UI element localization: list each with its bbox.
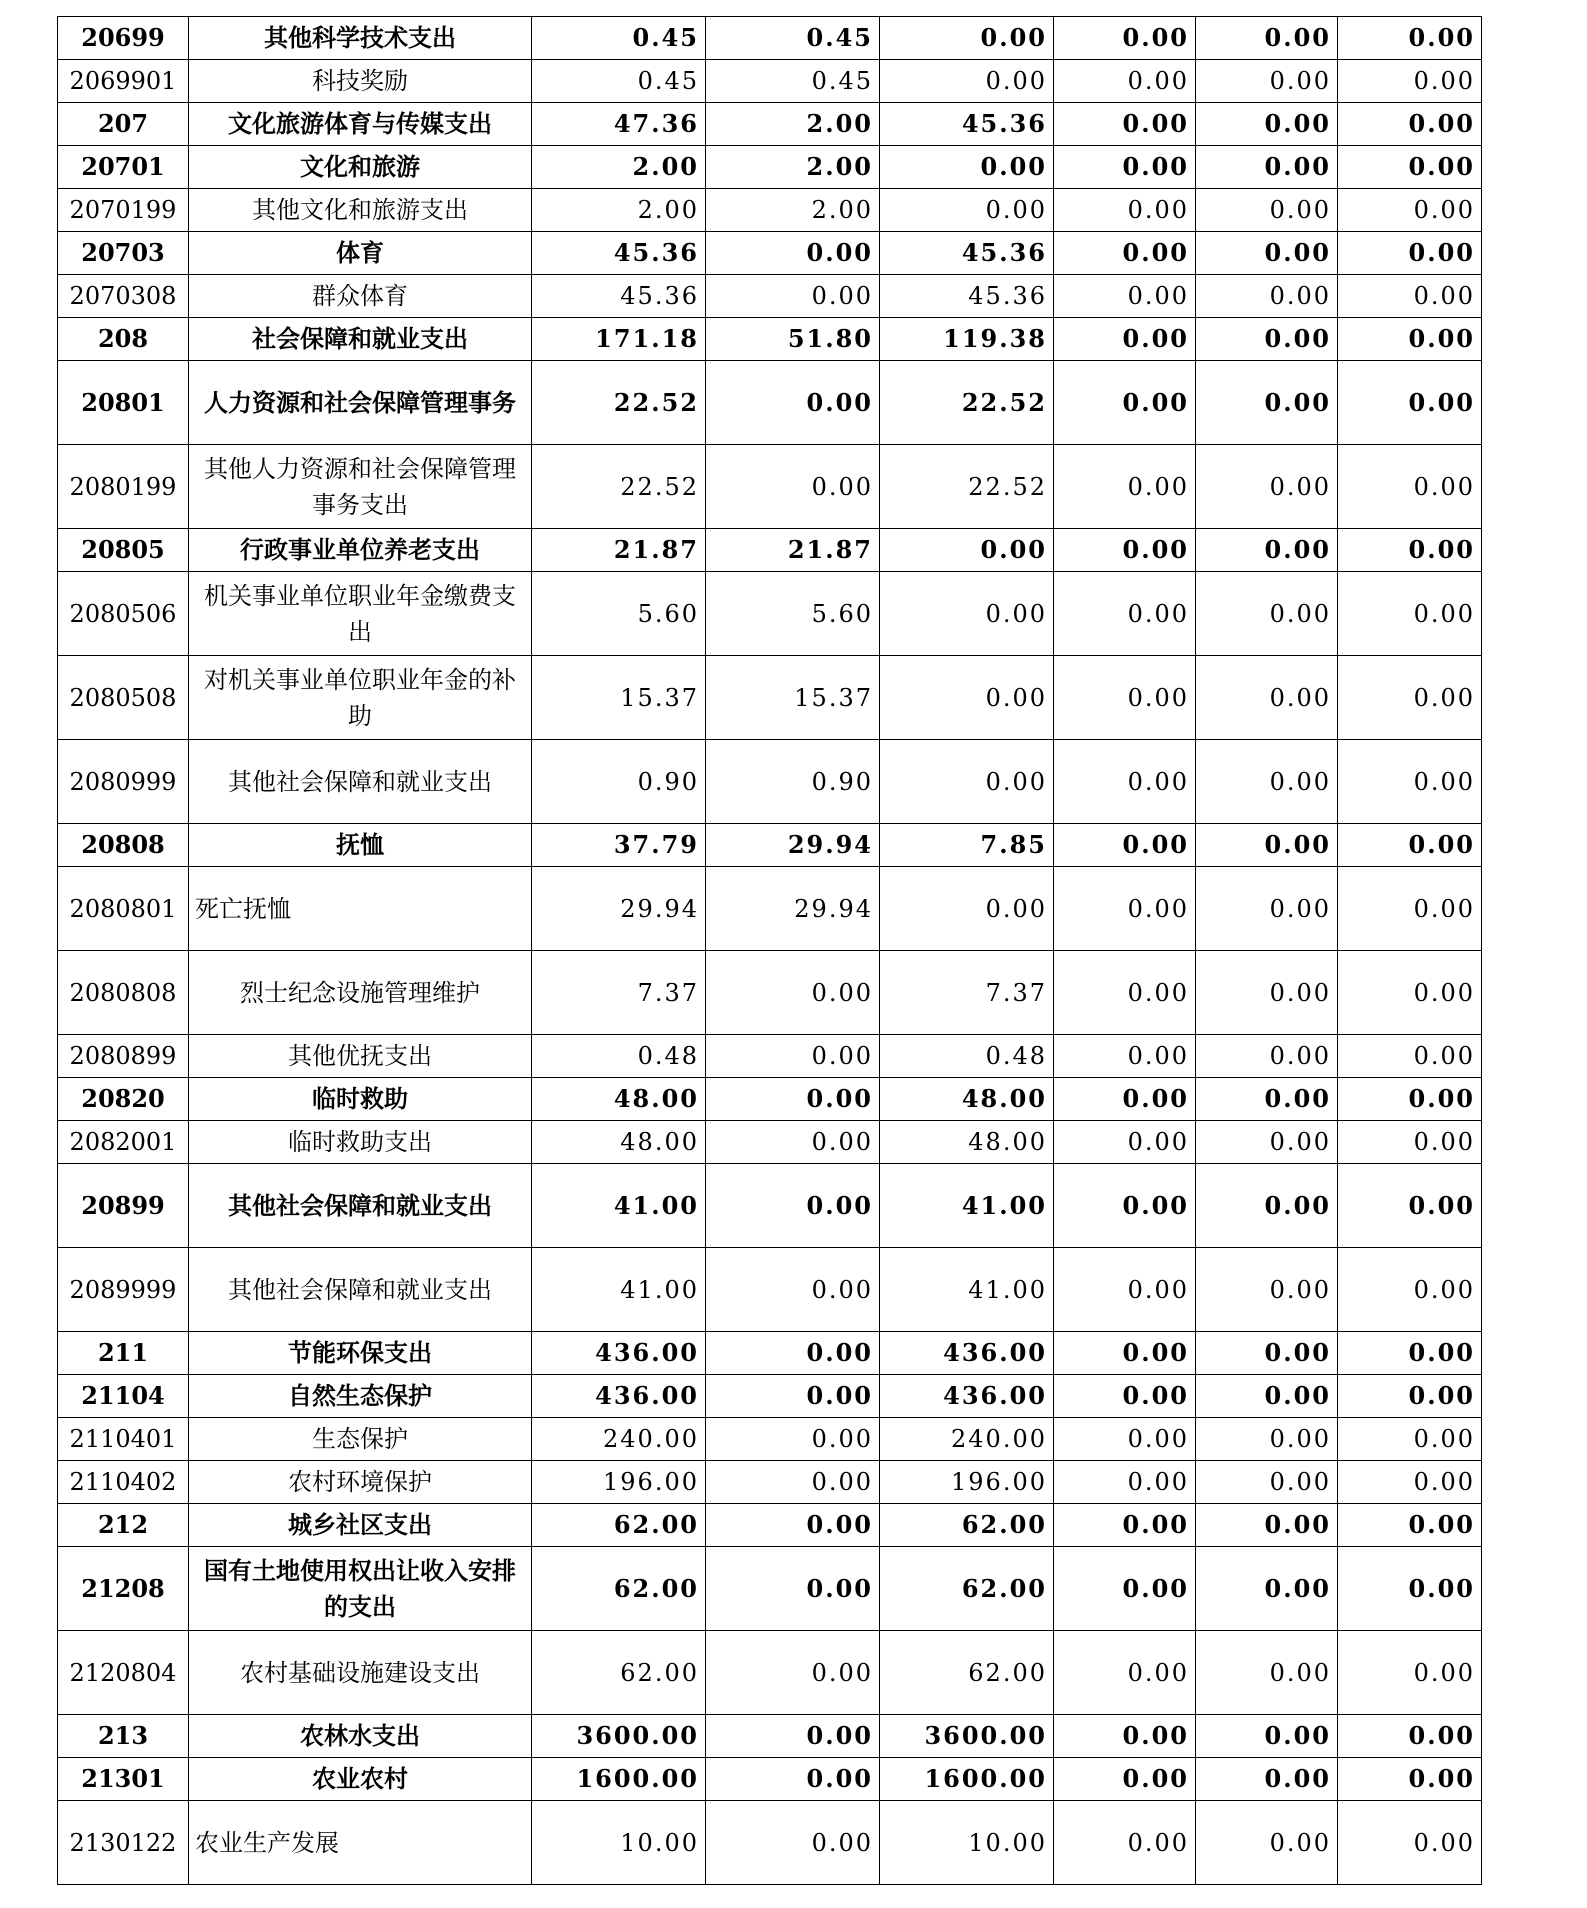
subject-code-cell: 207	[58, 103, 189, 146]
col7-cell: 0.00	[1196, 1248, 1338, 1332]
basic-expenditure-cell: 0.00	[706, 1461, 880, 1504]
col8-cell: 0.00	[1338, 740, 1482, 824]
col7-cell: 0.00	[1196, 60, 1338, 103]
col7-cell: 0.00	[1196, 1375, 1338, 1418]
project-expenditure-cell: 0.00	[880, 867, 1054, 951]
col8-cell: 0.00	[1338, 146, 1482, 189]
table-row	[58, 189, 1482, 232]
col8-cell: 0.00	[1338, 867, 1482, 951]
total-cell: 21.87	[532, 529, 706, 572]
col6-cell: 0.00	[1054, 318, 1196, 361]
subject-code-cell: 2089999	[58, 1248, 189, 1332]
col8-cell: 0.00	[1338, 1758, 1482, 1801]
subject-code-cell: 20808	[58, 824, 189, 867]
basic-expenditure-cell: 0.00	[706, 1375, 880, 1418]
subject-code-cell: 2069901	[58, 60, 189, 103]
col8-cell: 0.00	[1338, 572, 1482, 656]
col6-cell: 0.00	[1054, 361, 1196, 445]
col6-cell: 0.00	[1054, 1504, 1196, 1547]
subject-name-cell: 抚恤	[189, 824, 532, 867]
col7-cell: 0.00	[1196, 1801, 1338, 1885]
col6-cell: 0.00	[1054, 572, 1196, 656]
col6-cell: 0.00	[1054, 867, 1196, 951]
table-row	[58, 1758, 1482, 1801]
col6-cell: 0.00	[1054, 232, 1196, 275]
basic-expenditure-cell: 0.00	[706, 445, 880, 529]
subject-code-cell: 21208	[58, 1547, 189, 1631]
subject-code-cell: 2080999	[58, 740, 189, 824]
subject-name-cell: 国有土地使用权出让收入安排的支出	[189, 1547, 532, 1631]
table-row	[58, 445, 1482, 529]
basic-expenditure-cell: 0.90	[706, 740, 880, 824]
total-cell: 41.00	[532, 1248, 706, 1332]
total-cell: 29.94	[532, 867, 706, 951]
col6-cell: 0.00	[1054, 1758, 1196, 1801]
subject-code-cell: 21301	[58, 1758, 189, 1801]
col7-cell: 0.00	[1196, 1461, 1338, 1504]
col8-cell: 0.00	[1338, 275, 1482, 318]
project-expenditure-cell: 240.00	[880, 1418, 1054, 1461]
basic-expenditure-cell: 15.37	[706, 656, 880, 740]
total-cell: 7.37	[532, 951, 706, 1035]
total-cell: 171.18	[532, 318, 706, 361]
col6-cell: 0.00	[1054, 1375, 1196, 1418]
col7-cell: 0.00	[1196, 951, 1338, 1035]
subject-code-cell: 20699	[58, 17, 189, 60]
col6-cell: 0.00	[1054, 275, 1196, 318]
total-cell: 22.52	[532, 361, 706, 445]
col7-cell: 0.00	[1196, 445, 1338, 529]
total-cell: 45.36	[532, 275, 706, 318]
subject-name-cell: 机关事业单位职业年金缴费支出	[189, 572, 532, 656]
subject-name-cell: 其他人力资源和社会保障管理事务支出	[189, 445, 532, 529]
basic-expenditure-cell: 0.00	[706, 1035, 880, 1078]
basic-expenditure-cell: 51.80	[706, 318, 880, 361]
col8-cell: 0.00	[1338, 1801, 1482, 1885]
subject-name-cell: 体育	[189, 232, 532, 275]
col7-cell: 0.00	[1196, 146, 1338, 189]
col7-cell: 0.00	[1196, 1631, 1338, 1715]
col8-cell: 0.00	[1338, 1547, 1482, 1631]
total-cell: 10.00	[532, 1801, 706, 1885]
subject-code-cell: 20801	[58, 361, 189, 445]
col7-cell: 0.00	[1196, 1121, 1338, 1164]
basic-expenditure-cell: 0.45	[706, 60, 880, 103]
basic-expenditure-cell: 0.00	[706, 1547, 880, 1631]
project-expenditure-cell: 45.36	[880, 275, 1054, 318]
subject-name-cell: 临时救助支出	[189, 1121, 532, 1164]
subject-name-cell: 临时救助	[189, 1078, 532, 1121]
subject-code-cell: 20899	[58, 1164, 189, 1248]
subject-code-cell: 2080899	[58, 1035, 189, 1078]
col7-cell: 0.00	[1196, 361, 1338, 445]
col8-cell: 0.00	[1338, 60, 1482, 103]
table-row	[58, 1121, 1482, 1164]
subject-code-cell: 211	[58, 1332, 189, 1375]
basic-expenditure-cell: 0.00	[706, 1121, 880, 1164]
table-row	[58, 824, 1482, 867]
total-cell: 62.00	[532, 1631, 706, 1715]
col8-cell: 0.00	[1338, 318, 1482, 361]
col8-cell: 0.00	[1338, 1248, 1482, 1332]
col6-cell: 0.00	[1054, 445, 1196, 529]
col6-cell: 0.00	[1054, 1715, 1196, 1758]
basic-expenditure-cell: 0.00	[706, 1418, 880, 1461]
col8-cell: 0.00	[1338, 1035, 1482, 1078]
basic-expenditure-cell: 0.00	[706, 275, 880, 318]
col7-cell: 0.00	[1196, 103, 1338, 146]
subject-name-cell: 科技奖励	[189, 60, 532, 103]
table-row	[58, 1801, 1482, 1885]
col6-cell: 0.00	[1054, 1547, 1196, 1631]
col6-cell: 0.00	[1054, 1035, 1196, 1078]
col7-cell: 0.00	[1196, 318, 1338, 361]
subject-name-cell: 城乡社区支出	[189, 1504, 532, 1547]
basic-expenditure-cell: 2.00	[706, 189, 880, 232]
table-row	[58, 1504, 1482, 1547]
col7-cell: 0.00	[1196, 1547, 1338, 1631]
subject-code-cell: 20703	[58, 232, 189, 275]
subject-code-cell: 2080508	[58, 656, 189, 740]
col7-cell: 0.00	[1196, 740, 1338, 824]
subject-name-cell: 行政事业单位养老支出	[189, 529, 532, 572]
col7-cell: 0.00	[1196, 529, 1338, 572]
total-cell: 196.00	[532, 1461, 706, 1504]
total-cell: 0.45	[532, 17, 706, 60]
col8-cell: 0.00	[1338, 1631, 1482, 1715]
total-cell: 0.48	[532, 1035, 706, 1078]
project-expenditure-cell: 7.85	[880, 824, 1054, 867]
basic-expenditure-cell: 2.00	[706, 146, 880, 189]
project-expenditure-cell: 41.00	[880, 1164, 1054, 1248]
subject-name-cell: 农村基础设施建设支出	[189, 1631, 532, 1715]
col6-cell: 0.00	[1054, 1248, 1196, 1332]
total-cell: 45.36	[532, 232, 706, 275]
col8-cell: 0.00	[1338, 1375, 1482, 1418]
basic-expenditure-cell: 0.00	[706, 361, 880, 445]
project-expenditure-cell: 62.00	[880, 1631, 1054, 1715]
subject-code-cell: 2110402	[58, 1461, 189, 1504]
total-cell: 47.36	[532, 103, 706, 146]
table-row	[58, 275, 1482, 318]
basic-expenditure-cell: 0.45	[706, 17, 880, 60]
col6-cell: 0.00	[1054, 146, 1196, 189]
table-row	[58, 1164, 1482, 1248]
subject-name-cell: 农业生产发展	[189, 1801, 532, 1885]
basic-expenditure-cell: 0.00	[706, 1164, 880, 1248]
basic-expenditure-cell: 0.00	[706, 1504, 880, 1547]
col6-cell: 0.00	[1054, 1631, 1196, 1715]
basic-expenditure-cell: 29.94	[706, 824, 880, 867]
project-expenditure-cell: 436.00	[880, 1375, 1054, 1418]
col7-cell: 0.00	[1196, 572, 1338, 656]
subject-name-cell: 生态保护	[189, 1418, 532, 1461]
project-expenditure-cell: 196.00	[880, 1461, 1054, 1504]
project-expenditure-cell: 0.00	[880, 572, 1054, 656]
total-cell: 240.00	[532, 1418, 706, 1461]
col6-cell: 0.00	[1054, 1164, 1196, 1248]
basic-expenditure-cell: 2.00	[706, 103, 880, 146]
col7-cell: 0.00	[1196, 232, 1338, 275]
project-expenditure-cell: 7.37	[880, 951, 1054, 1035]
col8-cell: 0.00	[1338, 1121, 1482, 1164]
project-expenditure-cell: 22.52	[880, 445, 1054, 529]
table-row	[58, 1078, 1482, 1121]
project-expenditure-cell: 119.38	[880, 318, 1054, 361]
project-expenditure-cell: 48.00	[880, 1121, 1054, 1164]
table-row	[58, 318, 1482, 361]
subject-name-cell: 自然生态保护	[189, 1375, 532, 1418]
basic-expenditure-cell: 0.00	[706, 1715, 880, 1758]
col6-cell: 0.00	[1054, 1121, 1196, 1164]
col8-cell: 0.00	[1338, 1461, 1482, 1504]
project-expenditure-cell: 45.36	[880, 232, 1054, 275]
subject-name-cell: 其他科学技术支出	[189, 17, 532, 60]
total-cell: 436.00	[532, 1332, 706, 1375]
col7-cell: 0.00	[1196, 189, 1338, 232]
basic-expenditure-cell: 0.00	[706, 1248, 880, 1332]
col8-cell: 0.00	[1338, 656, 1482, 740]
total-cell: 2.00	[532, 189, 706, 232]
total-cell: 3600.00	[532, 1715, 706, 1758]
subject-name-cell: 节能环保支出	[189, 1332, 532, 1375]
basic-expenditure-cell: 0.00	[706, 951, 880, 1035]
basic-expenditure-cell: 21.87	[706, 529, 880, 572]
basic-expenditure-cell: 0.00	[706, 1078, 880, 1121]
col8-cell: 0.00	[1338, 1715, 1482, 1758]
subject-name-cell: 社会保障和就业支出	[189, 318, 532, 361]
subject-code-cell: 213	[58, 1715, 189, 1758]
subject-code-cell: 2130122	[58, 1801, 189, 1885]
col8-cell: 0.00	[1338, 529, 1482, 572]
table-row	[58, 1461, 1482, 1504]
subject-code-cell: 2080808	[58, 951, 189, 1035]
subject-name-cell: 群众体育	[189, 275, 532, 318]
project-expenditure-cell: 0.00	[880, 146, 1054, 189]
col7-cell: 0.00	[1196, 1035, 1338, 1078]
subject-name-cell: 死亡抚恤	[189, 867, 532, 951]
subject-code-cell: 20701	[58, 146, 189, 189]
total-cell: 1600.00	[532, 1758, 706, 1801]
table-row	[58, 1035, 1482, 1078]
col7-cell: 0.00	[1196, 1164, 1338, 1248]
col6-cell: 0.00	[1054, 1078, 1196, 1121]
subject-name-cell: 其他社会保障和就业支出	[189, 740, 532, 824]
subject-code-cell: 20820	[58, 1078, 189, 1121]
col8-cell: 0.00	[1338, 1504, 1482, 1547]
col8-cell: 0.00	[1338, 103, 1482, 146]
subject-name-cell: 农业农村	[189, 1758, 532, 1801]
col6-cell: 0.00	[1054, 1801, 1196, 1885]
col6-cell: 0.00	[1054, 1418, 1196, 1461]
project-expenditure-cell: 0.00	[880, 189, 1054, 232]
col6-cell: 0.00	[1054, 60, 1196, 103]
project-expenditure-cell: 62.00	[880, 1504, 1054, 1547]
col6-cell: 0.00	[1054, 103, 1196, 146]
subject-name-cell: 文化和旅游	[189, 146, 532, 189]
subject-code-cell: 21104	[58, 1375, 189, 1418]
table-row	[58, 656, 1482, 740]
subject-code-cell: 2080801	[58, 867, 189, 951]
col7-cell: 0.00	[1196, 1418, 1338, 1461]
table-row	[58, 361, 1482, 445]
col6-cell: 0.00	[1054, 529, 1196, 572]
col7-cell: 0.00	[1196, 1504, 1338, 1547]
total-cell: 436.00	[532, 1375, 706, 1418]
project-expenditure-cell: 10.00	[880, 1801, 1054, 1885]
col6-cell: 0.00	[1054, 189, 1196, 232]
project-expenditure-cell: 1600.00	[880, 1758, 1054, 1801]
subject-code-cell: 208	[58, 318, 189, 361]
table-body	[58, 17, 1482, 1885]
col6-cell: 0.00	[1054, 740, 1196, 824]
table-row	[58, 60, 1482, 103]
basic-expenditure-cell: 0.00	[706, 1332, 880, 1375]
total-cell: 48.00	[532, 1078, 706, 1121]
subject-name-cell: 其他社会保障和就业支出	[189, 1248, 532, 1332]
col8-cell: 0.00	[1338, 1418, 1482, 1461]
col8-cell: 0.00	[1338, 361, 1482, 445]
project-expenditure-cell: 0.00	[880, 529, 1054, 572]
col6-cell: 0.00	[1054, 951, 1196, 1035]
project-expenditure-cell: 62.00	[880, 1547, 1054, 1631]
table-row	[58, 951, 1482, 1035]
col6-cell: 0.00	[1054, 656, 1196, 740]
total-cell: 62.00	[532, 1504, 706, 1547]
project-expenditure-cell: 0.48	[880, 1035, 1054, 1078]
table-row	[58, 146, 1482, 189]
col7-cell: 0.00	[1196, 1758, 1338, 1801]
subject-name-cell: 文化旅游体育与传媒支出	[189, 103, 532, 146]
subject-name-cell: 农林水支出	[189, 1715, 532, 1758]
col7-cell: 0.00	[1196, 17, 1338, 60]
table-row	[58, 1332, 1482, 1375]
total-cell: 15.37	[532, 656, 706, 740]
col7-cell: 0.00	[1196, 824, 1338, 867]
total-cell: 0.90	[532, 740, 706, 824]
col8-cell: 0.00	[1338, 1078, 1482, 1121]
subject-code-cell: 2070199	[58, 189, 189, 232]
project-expenditure-cell: 0.00	[880, 740, 1054, 824]
col7-cell: 0.00	[1196, 867, 1338, 951]
subject-code-cell: 2120804	[58, 1631, 189, 1715]
table-row	[58, 529, 1482, 572]
subject-name-cell: 其他社会保障和就业支出	[189, 1164, 532, 1248]
project-expenditure-cell: 3600.00	[880, 1715, 1054, 1758]
col8-cell: 0.00	[1338, 445, 1482, 529]
col6-cell: 0.00	[1054, 1461, 1196, 1504]
subject-name-cell: 其他文化和旅游支出	[189, 189, 532, 232]
subject-code-cell: 2110401	[58, 1418, 189, 1461]
table-row	[58, 103, 1482, 146]
table-row	[58, 17, 1482, 60]
total-cell: 0.45	[532, 60, 706, 103]
col8-cell: 0.00	[1338, 1164, 1482, 1248]
total-cell: 62.00	[532, 1547, 706, 1631]
subject-name-cell: 烈士纪念设施管理维护	[189, 951, 532, 1035]
table-row	[58, 1715, 1482, 1758]
project-expenditure-cell: 45.36	[880, 103, 1054, 146]
col8-cell: 0.00	[1338, 824, 1482, 867]
total-cell: 41.00	[532, 1164, 706, 1248]
col8-cell: 0.00	[1338, 1332, 1482, 1375]
table-row	[58, 232, 1482, 275]
subject-code-cell: 2080199	[58, 445, 189, 529]
total-cell: 5.60	[532, 572, 706, 656]
total-cell: 2.00	[532, 146, 706, 189]
basic-expenditure-cell: 0.00	[706, 1758, 880, 1801]
subject-code-cell: 2070308	[58, 275, 189, 318]
col7-cell: 0.00	[1196, 1078, 1338, 1121]
col8-cell: 0.00	[1338, 232, 1482, 275]
col6-cell: 0.00	[1054, 17, 1196, 60]
table-row	[58, 1547, 1482, 1631]
subject-name-cell: 其他优抚支出	[189, 1035, 532, 1078]
basic-expenditure-cell: 0.00	[706, 1801, 880, 1885]
project-expenditure-cell: 0.00	[880, 60, 1054, 103]
project-expenditure-cell: 22.52	[880, 361, 1054, 445]
col8-cell: 0.00	[1338, 17, 1482, 60]
basic-expenditure-cell: 0.00	[706, 232, 880, 275]
table-row	[58, 1418, 1482, 1461]
subject-code-cell: 212	[58, 1504, 189, 1547]
project-expenditure-cell: 41.00	[880, 1248, 1054, 1332]
subject-name-cell: 对机关事业单位职业年金的补助	[189, 656, 532, 740]
table-row	[58, 572, 1482, 656]
col7-cell: 0.00	[1196, 656, 1338, 740]
col6-cell: 0.00	[1054, 824, 1196, 867]
basic-expenditure-cell: 5.60	[706, 572, 880, 656]
total-cell: 37.79	[532, 824, 706, 867]
basic-expenditure-cell: 29.94	[706, 867, 880, 951]
table-row	[58, 867, 1482, 951]
total-cell: 48.00	[532, 1121, 706, 1164]
subject-name-cell: 农村环境保护	[189, 1461, 532, 1504]
subject-name-cell: 人力资源和社会保障管理事务	[189, 361, 532, 445]
table-row	[58, 740, 1482, 824]
col7-cell: 0.00	[1196, 1332, 1338, 1375]
table-row	[58, 1375, 1482, 1418]
table-row	[58, 1631, 1482, 1715]
budget-table	[57, 16, 1482, 1885]
basic-expenditure-cell: 0.00	[706, 1631, 880, 1715]
total-cell: 22.52	[532, 445, 706, 529]
subject-code-cell: 2082001	[58, 1121, 189, 1164]
subject-code-cell: 20805	[58, 529, 189, 572]
col7-cell: 0.00	[1196, 275, 1338, 318]
col8-cell: 0.00	[1338, 189, 1482, 232]
col6-cell: 0.00	[1054, 1332, 1196, 1375]
project-expenditure-cell: 436.00	[880, 1332, 1054, 1375]
project-expenditure-cell: 0.00	[880, 17, 1054, 60]
col8-cell: 0.00	[1338, 951, 1482, 1035]
project-expenditure-cell: 48.00	[880, 1078, 1054, 1121]
table-row	[58, 1248, 1482, 1332]
col7-cell: 0.00	[1196, 1715, 1338, 1758]
subject-code-cell: 2080506	[58, 572, 189, 656]
project-expenditure-cell: 0.00	[880, 656, 1054, 740]
